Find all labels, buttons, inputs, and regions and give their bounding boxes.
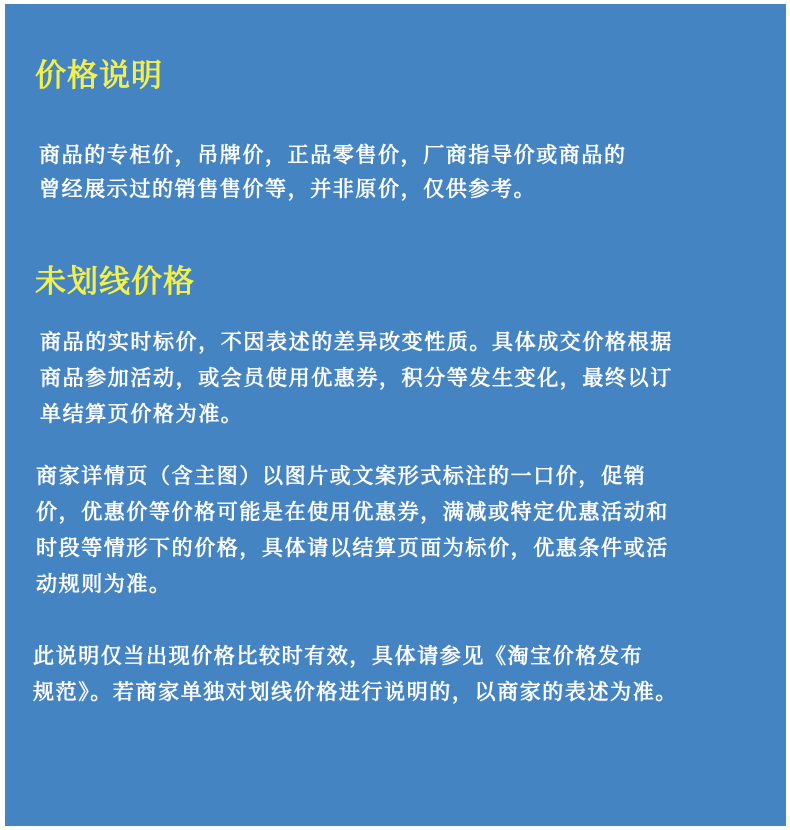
unmarked-price-text-1 [40, 324, 673, 432]
text-line: 曾经展示过的销售售价等，并非原价，仅供参考。 [39, 177, 537, 201]
text-line: 单结算页价格为准。 [40, 402, 244, 426]
text-line: 商品的实时标价，不因表述的差异改变性质。具体成交价格根据 [40, 330, 673, 354]
price-explanation-text [39, 138, 627, 206]
text-line: 价，优惠价等价格可能是在使用优惠券，满减或特定优惠活动和 [36, 500, 669, 524]
section-title-unmarked-price: 未划线价格 [35, 264, 195, 300]
text-line: 时段等情形下的价格，具体请以结算页面为标价，优惠条件或活 [36, 536, 669, 560]
price-info-panel [5, 4, 786, 826]
text-line: 规范》。若商家单独对划线价格进行说明的，以商家的表述为准。 [33, 680, 678, 704]
text-line: 商品的专柜价，吊牌价，正品零售价，厂商指导价或商品的 [39, 143, 627, 167]
footer-note [33, 638, 678, 710]
unmarked-price-text-2 [36, 458, 669, 602]
section-title-price-explanation: 价格说明 [35, 58, 163, 94]
text-line: 动规则为准。 [36, 572, 172, 596]
text-line: 此说明仅当出现价格比较时有效，具体请参见《淘宝价格发布 [33, 644, 644, 668]
text-line: 商家详情页（含主图）以图片或文案形式标注的一口价，促销 [36, 464, 647, 488]
text-line: 商品参加活动，或会员使用优惠券，积分等发生变化，最终以订 [40, 366, 673, 390]
